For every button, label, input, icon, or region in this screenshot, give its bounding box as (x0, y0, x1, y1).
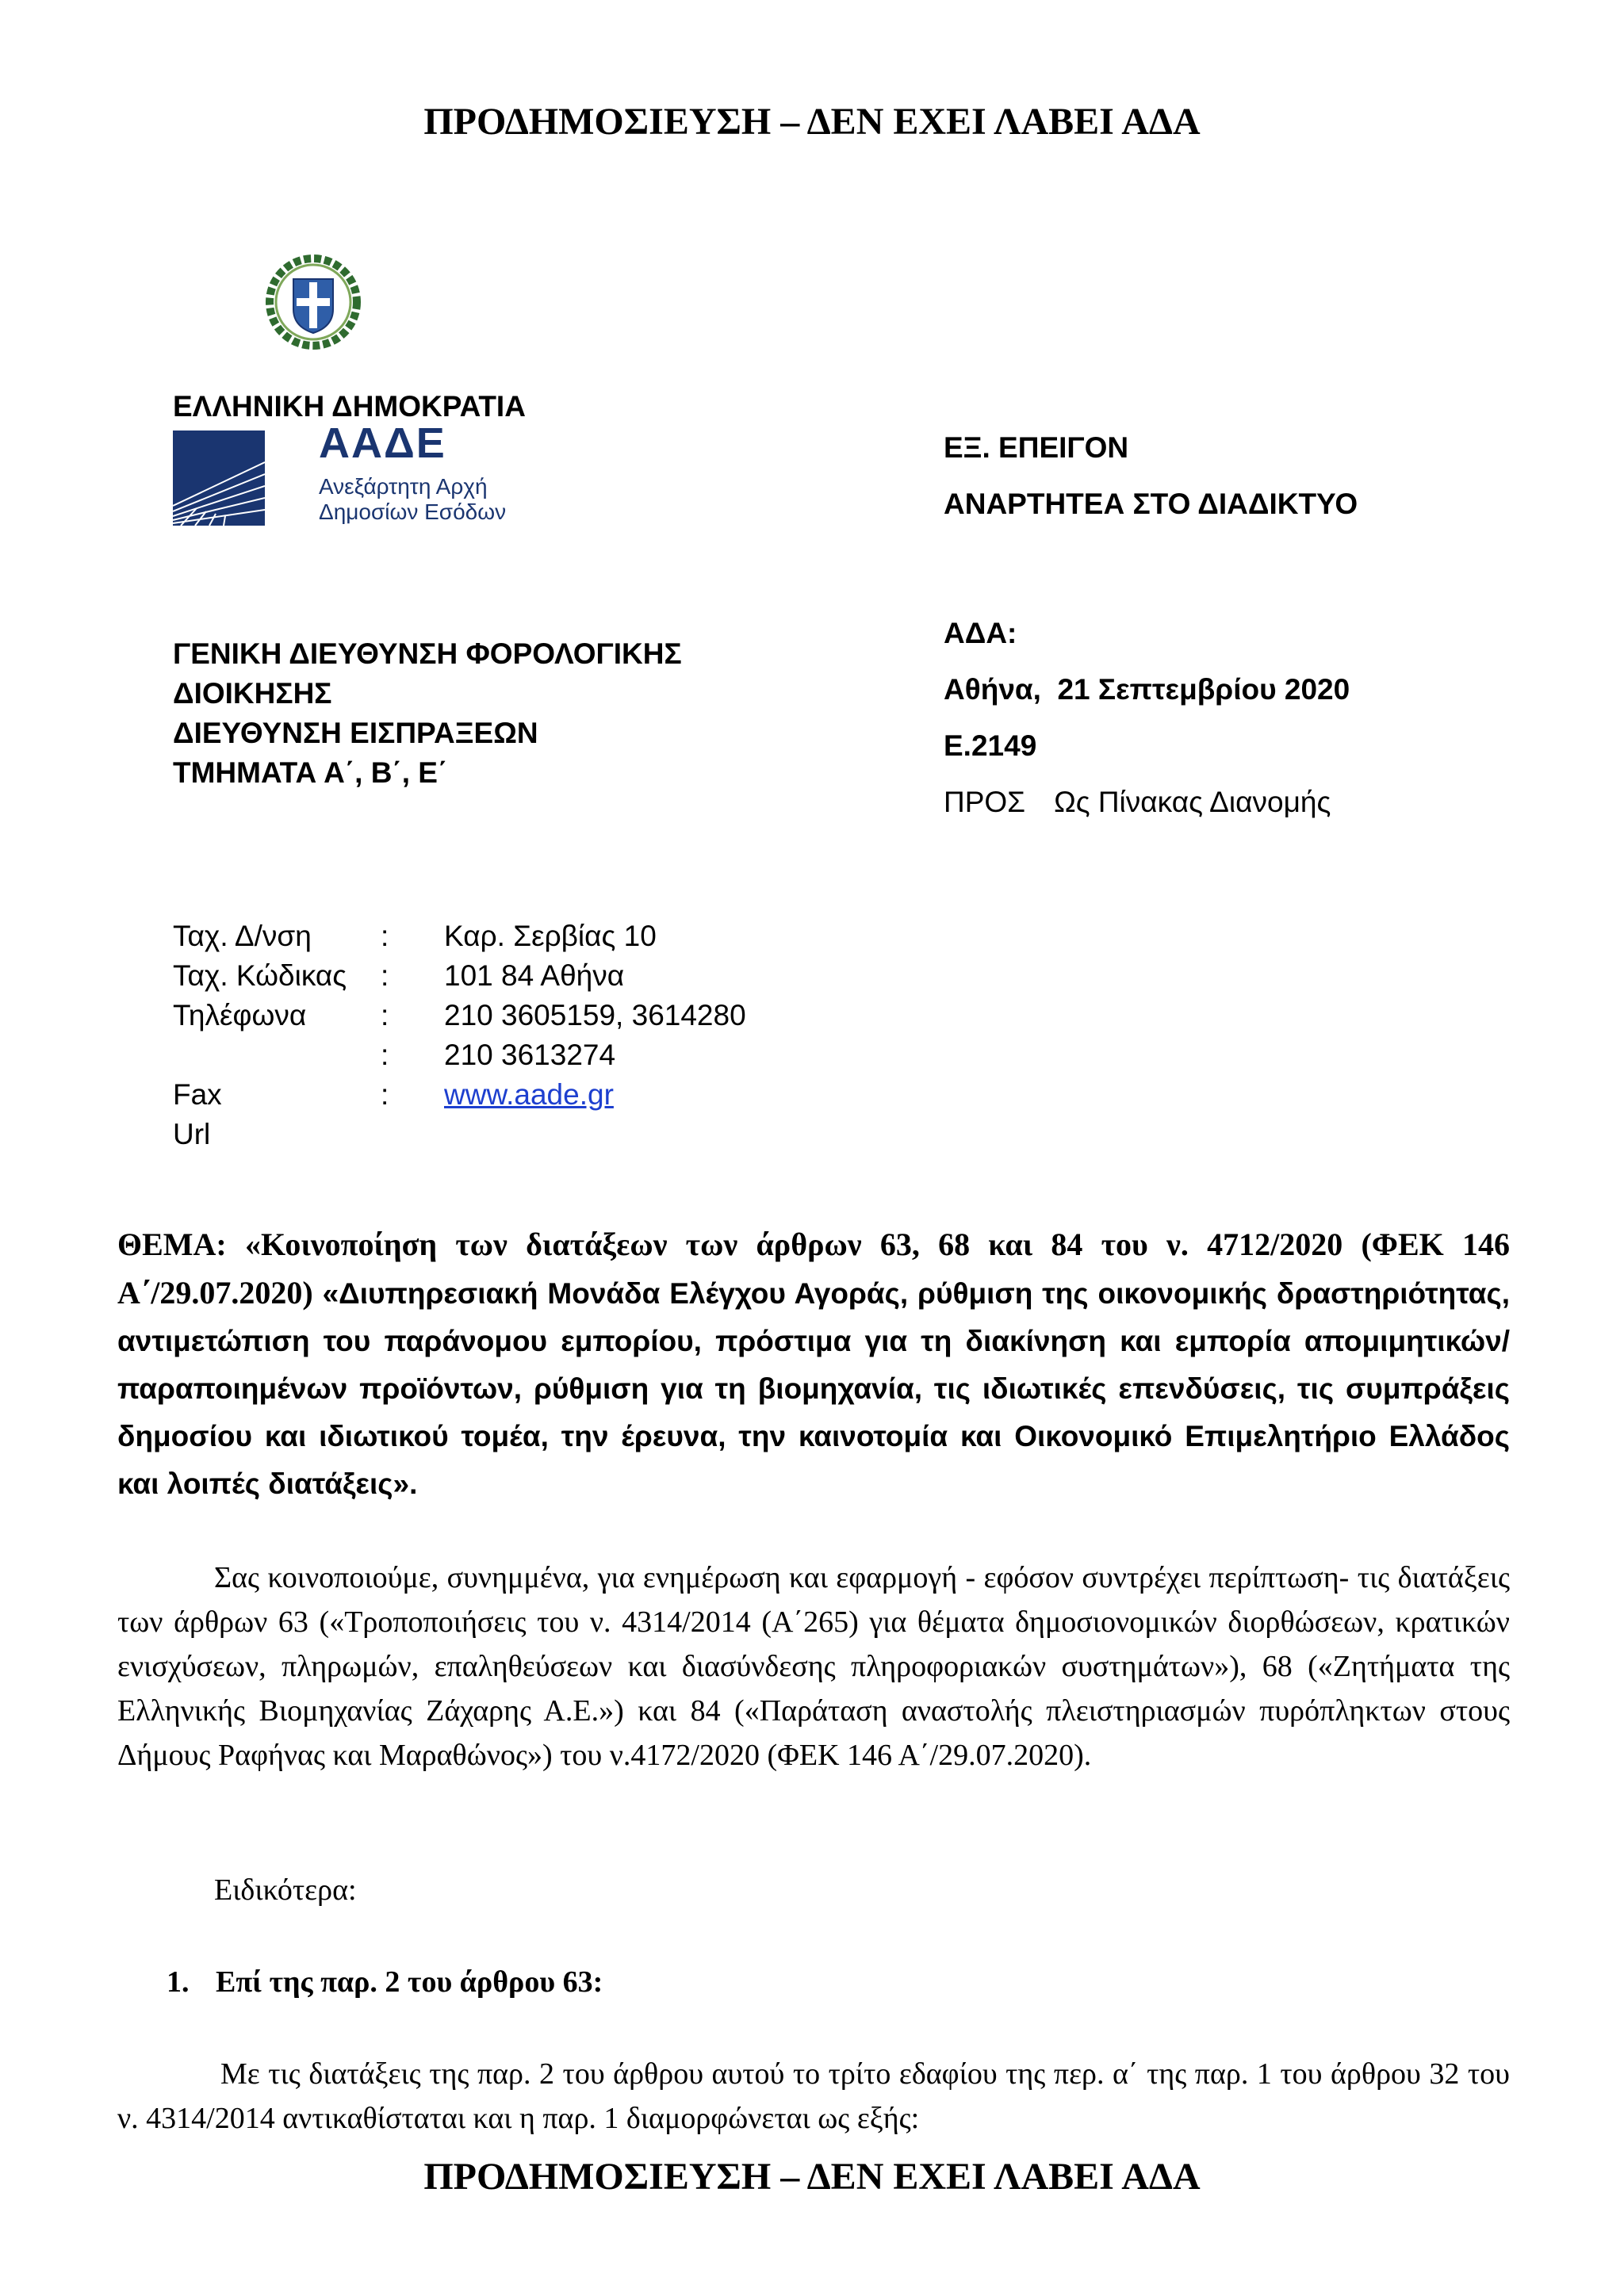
aade-logo-subtitle (319, 474, 506, 525)
contact-value: 210 3605159, 3614280 (444, 999, 746, 1031)
aade-logo-subtitle-line-1: Ανεξάρτητη Αρχή (319, 474, 488, 499)
directorate-line: ΤΜΗΜΑΤΑ Α΄, Β΄, Ε΄ (173, 756, 448, 789)
recipient-label: ΠΡΟΣ (944, 786, 1026, 818)
contact-label: Fax (173, 1078, 222, 1111)
contact-value: Καρ. Σερβίας 10 (444, 920, 657, 952)
greek-coat-of-arms-icon (265, 254, 362, 350)
contact-details (173, 916, 746, 1154)
prepublication-banner-bottom: ΠΡΟΔΗΜΟΣΙΕΥΣΗ – ΔΕΝ ΕΧΕΙ ΛΑΒΕΙ ΑΔΑ (423, 2156, 1201, 2198)
contact-row (173, 1075, 746, 1115)
prepublication-banner-top: ΠΡΟΔΗΜΟΣΙΕΥΣΗ – ΔΕΝ ΕΧΕΙ ΛΑΒΕΙ ΑΔΑ (423, 101, 1201, 143)
ada-label: ΑΔΑ: (944, 617, 1017, 649)
contact-row (173, 956, 746, 996)
recipient-value: Ως Πίνακας Διανομής (1054, 786, 1331, 818)
contact-label: Ταχ. Δ/νση (173, 920, 312, 952)
list-item-heading (167, 1965, 603, 1999)
contact-colon: : (381, 1039, 389, 1071)
contact-value: 210 3613274 (444, 1039, 616, 1071)
contact-colon: : (381, 999, 389, 1031)
contact-label: Τηλέφωνα (173, 999, 307, 1031)
aade-logo-subtitle-line-2: Δημοσίων Εσόδων (319, 499, 507, 524)
post-online-label: ΑΝΑΡΤΗΤΕΑ ΣΤΟ ΔΙΑΔΙΚΤΥΟ (944, 488, 1358, 520)
contact-colon (381, 1115, 444, 1154)
contact-colon: : (381, 959, 389, 992)
subject-title: «Διυπηρεσιακή Μονάδα Ελέγχου Αγοράς, ρύθμιση της οικονομικής δραστηριότητας, αντιμετώπιση του παράνομου εμπορίου, πρόστιμα για τη διακίνηση και εμπορία απομιμητικών/παραποιημένων προϊόντων, ρύθμιση για τη βιομηχανία, τις ιδιωτικές επενδύσεις, τις συμπράξεις δημοσίου και ιδιωτικού τομέα, την έρευνα, την καινοτομία και Οικονομικό Επιμελητήριο Ελλάδος και λοιπές διατάξεις». (117, 1277, 1510, 1500)
contact-value: 101 84 Αθήνα (444, 959, 625, 992)
contact-row (173, 1115, 746, 1154)
aade-logo-icon (173, 430, 265, 526)
specifically-label: Ειδικότερα: (214, 1873, 357, 1907)
website-link[interactable]: www.aade.gr (444, 1078, 614, 1111)
subject-lead: ΘΕΜΑ: «Κοινοποίηση των διατάξεων των άρθρων 63, 68 και 84 του ν. 4712/2020 (ΦΕΚ 146 Α΄/29.07.2020) (117, 1226, 1510, 1311)
directorate-block (173, 634, 682, 793)
list-item-title: Επί της παρ. 2 του άρθρου 63: (216, 1965, 603, 1999)
contact-colon: : (381, 1078, 389, 1111)
contact-row (173, 916, 746, 956)
republic-heading: ΕΛΛΗΝΙΚΗ ΔΗΜΟΚΡΑΤΙΑ (173, 390, 526, 423)
contact-label: Url (173, 1118, 211, 1150)
urgency-label: ΕΞ. ΕΠΕΙΓΟΝ (944, 431, 1129, 464)
contact-label: Ταχ. Κώδικας (173, 959, 347, 992)
protocol-number: Ε.2149 (944, 729, 1037, 762)
body-paragraph: Σας κοινοποιούμε, συνημμένα, για ενημέρωση και εφαρμογή - εφόσον συντρέχει περίπτωση- τις διατάξεις των άρθρων 63 («Τροποποιήσεις του ν. 4314/2014 (Α΄265) για θέματα δημοσιονομικών διορθώσεων, κρατικών ενισχύσεων, πληρωμών, επαληθεύσεων και διασύνδεσης πληροφοριακών συστημάτων»), 68 («Ζητήματα της Ελληνικής Βιομηχανίας Ζάχαρης Α.Ε.») και 84 («Παράταση αναστολής πλειστηριασμών πυρόπληκτων στους Δήμους Ραφήνας και Μαραθώνος») του ν.4172/2020 (ΦΕΚ 146 Α΄/29.07.2020). (117, 1561, 1510, 1772)
date-line: Αθήνα, 21 Σεπτεμβρίου 2020 (944, 673, 1350, 706)
list-item-number: 1. (167, 1965, 190, 1999)
contact-label (173, 1035, 381, 1075)
list-item-paragraph: Με τις διατάξεις της παρ. 2 του άρθρου αυτού το τρίτο εδαφίου της περ. α΄ της παρ. 1 του άρθρου 32 του ν. 4314/2014 αντικαθίσταται και η παρ. 1 διαμορφώνεται ως εξής: (117, 2057, 1510, 2135)
directorate-line: ΔΙΟΙΚΗΣΗΣ (173, 677, 332, 710)
recipient-line (944, 783, 1331, 822)
contact-value-link (444, 1075, 614, 1115)
contact-row (173, 1035, 746, 1075)
contact-row (173, 996, 746, 1035)
directorate-line: ΔΙΕΥΘΥΝΣΗ ΕΙΣΠΡΑΞΕΩΝ (173, 717, 538, 749)
contact-colon: : (381, 920, 389, 952)
directorate-line: ΓΕΝΙΚΗ ΔΙΕΥΘΥΝΣΗ ΦΟΡΟΛΟΓΙΚΗΣ (173, 637, 682, 670)
subject-block (117, 1221, 1510, 1508)
aade-logo-name: ΑΑΔΕ (319, 419, 446, 467)
